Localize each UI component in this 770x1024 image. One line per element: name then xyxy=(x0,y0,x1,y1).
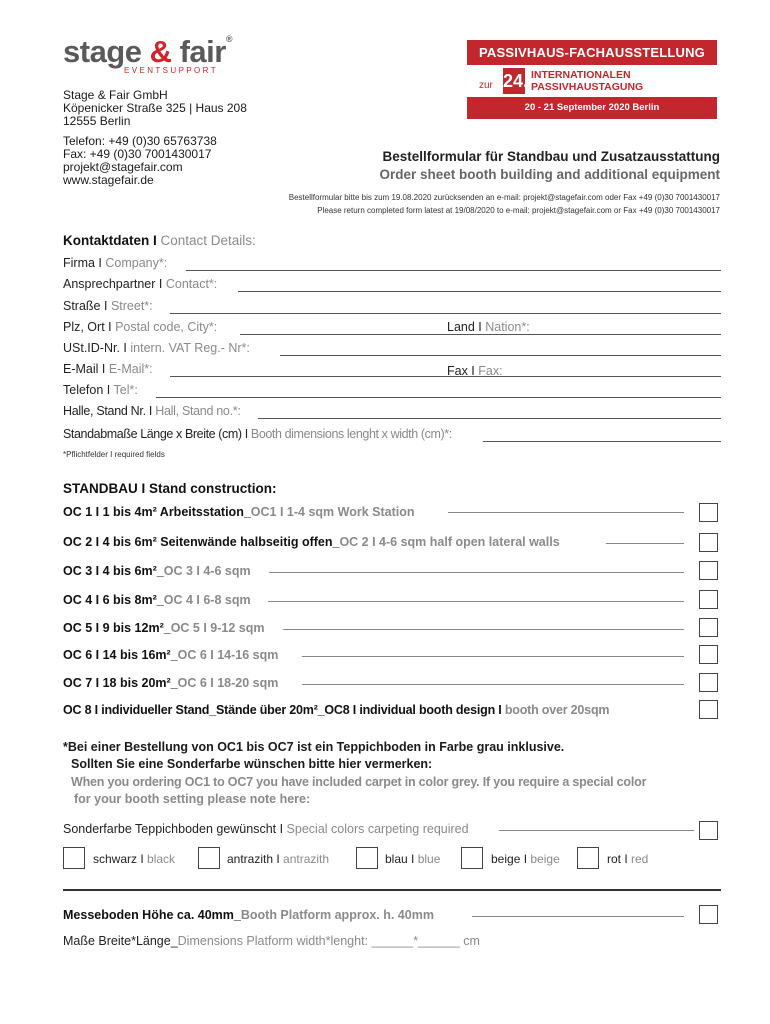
color-de: blau I xyxy=(385,852,418,866)
special-color-label xyxy=(63,822,469,836)
label-de: USt.ID-Nr. I xyxy=(63,341,131,355)
label-de: Standabmaße Länge x Breite (cm) I xyxy=(63,427,251,441)
oc6-leader xyxy=(302,656,684,657)
form-title-de: Bestellformular für Standbau und Zusatzausstattung xyxy=(382,149,720,164)
color-en: antrazith xyxy=(283,852,330,866)
oc-de: OC 3 I 4 bis 6m²_ xyxy=(63,564,164,578)
special-color-checkbox[interactable] xyxy=(699,821,718,840)
oc7-leader xyxy=(302,684,684,685)
oc5-label xyxy=(63,621,264,635)
platform-de: Messeboden Höhe ca. 40mm_ xyxy=(63,908,241,922)
color-beige-checkbox[interactable] xyxy=(461,847,483,869)
color-de: beige I xyxy=(491,852,531,866)
oc-de: OC 5 I 9 bis 12m²_ xyxy=(63,621,171,635)
oc2-leader xyxy=(606,543,684,544)
platform-leader xyxy=(472,916,684,917)
oc4-checkbox[interactable] xyxy=(699,590,718,609)
color-beige-label xyxy=(491,852,560,866)
oc3-checkbox[interactable] xyxy=(699,561,718,580)
company-email[interactable]: projekt@stagefair.com xyxy=(63,160,183,174)
oc-de: OC 8 I individueller Stand_Stände über 20m²_OC8 I individual booth design I xyxy=(63,703,505,717)
label-de: Fax I xyxy=(447,364,479,378)
label-de: Telefon I xyxy=(63,383,114,397)
platform-dimensions[interactable] xyxy=(63,934,480,948)
plz-input-line[interactable] xyxy=(240,334,721,335)
company-phone: Telefon: +49 (0)30 65763738 xyxy=(63,134,217,148)
oc-en: OC 6 I 14-16 sqm xyxy=(177,648,279,662)
oc-de: OC 7 I 18 bis 20m²_ xyxy=(63,676,178,690)
label-de: Halle, Stand Nr. I xyxy=(63,404,156,418)
oc-en: OC1 I 1-4 sqm Work Station xyxy=(250,505,415,519)
label-de: Sonderfarbe Teppichboden gewünscht I xyxy=(63,822,287,836)
label-en: intern. VAT Reg.- Nr*: xyxy=(130,341,250,355)
color-en: blue xyxy=(417,852,441,866)
label-en: Company*: xyxy=(105,256,168,270)
color-blue-checkbox[interactable] xyxy=(356,847,378,869)
oc5-checkbox[interactable] xyxy=(699,618,718,637)
oc-de: OC 4 I 6 bis 8m²_ xyxy=(63,593,164,607)
color-de: schwarz I xyxy=(93,852,148,866)
logo-text-rest: fair xyxy=(171,34,226,69)
halle-label xyxy=(63,404,241,418)
carpet-note-de2: Sollten Sie eine Sonderfarbe wünschen bitte hier vermerken: xyxy=(71,757,433,771)
email-input-line[interactable] xyxy=(170,376,721,377)
oc-en: OC 3 I 4-6 sqm xyxy=(163,564,251,578)
color-black-label xyxy=(93,852,175,866)
label-en: Tel*: xyxy=(113,383,138,397)
label-en: Postal code, City*: xyxy=(115,320,218,334)
event-line1: INTERNATIONALEN xyxy=(531,69,631,81)
standbau-title: STANDBAU I Stand construction: xyxy=(63,481,277,496)
firma-input-line[interactable] xyxy=(186,270,721,271)
label-de: Straße I xyxy=(63,299,111,313)
label-en: Booth dimensions lenght x width (cm)*: xyxy=(250,427,452,441)
company-street: Köpenicker Straße 325 | Haus 208 xyxy=(63,101,247,115)
oc3-label xyxy=(63,564,251,578)
color-red-checkbox[interactable] xyxy=(577,847,599,869)
email-label xyxy=(63,362,153,376)
label-de: Land I xyxy=(447,320,486,334)
telefon-label xyxy=(63,383,138,397)
oc-en: OC 2 I 4-6 sqm half open lateral walls xyxy=(339,535,560,549)
oc1-checkbox[interactable] xyxy=(699,503,718,522)
color-en: red xyxy=(631,852,649,866)
color-blue-label xyxy=(385,852,440,866)
firma-label xyxy=(63,256,167,270)
plz-label xyxy=(63,320,217,334)
oc-en: OC 5 I 9-12 sqm xyxy=(170,621,265,635)
color-antrazith-checkbox[interactable] xyxy=(198,847,220,869)
oc7-label xyxy=(63,676,278,690)
oc2-label xyxy=(63,535,560,549)
company-city: 12555 Berlin xyxy=(63,114,131,128)
color-red-label xyxy=(607,852,648,866)
oc6-checkbox[interactable] xyxy=(699,645,718,664)
tel-input-line[interactable] xyxy=(156,397,721,398)
fax-label xyxy=(447,364,503,378)
oc-en: booth over 20sqm xyxy=(504,703,610,717)
color-de: antrazith I xyxy=(227,852,284,866)
oc8-label xyxy=(63,703,609,717)
oc8-checkbox[interactable] xyxy=(699,700,718,719)
color-de: rot I xyxy=(607,852,632,866)
carpet-note-en1: When you ordering OC1 to OC7 you have included carpet in color grey. If you require a special color xyxy=(71,775,647,789)
label-en: Contact*: xyxy=(165,277,218,291)
event-dates: 20 - 21 September 2020 Berlin xyxy=(467,97,717,119)
hall-input-line[interactable] xyxy=(258,418,721,419)
masse-label xyxy=(63,427,452,441)
strasse-label xyxy=(63,299,153,313)
event-title: PASSIVHAUS-FACHAUSSTELLUNG xyxy=(467,40,717,65)
carpet-note-en2: for your booth setting please note here: xyxy=(74,792,311,806)
platform-label xyxy=(63,908,434,922)
label-en: E-Mail*: xyxy=(108,362,153,376)
event-banner xyxy=(467,40,717,119)
company-name: Stage & Fair GmbH xyxy=(63,88,168,102)
label-en: Nation*: xyxy=(485,320,530,334)
oc6-label xyxy=(63,648,278,662)
deadline-de: Bestellformular bitte bis zum 19.08.2020 zurücksenden an e-mail: projekt@stagefair.com oder Fax +49 (0)30 7001430017 xyxy=(288,193,720,202)
label-en: Hall, Stand no.*: xyxy=(155,404,241,418)
street-input-line[interactable] xyxy=(170,313,721,314)
special-color-leader xyxy=(499,830,694,831)
label-de: E-Mail I xyxy=(63,362,109,376)
event-zur: zur xyxy=(479,80,493,91)
dimensions-input-line[interactable] xyxy=(483,441,721,442)
label-en: Street*: xyxy=(110,299,153,313)
contact-title-en: Contact Details: xyxy=(160,233,256,248)
label-de: Ansprechpartner I xyxy=(63,277,166,291)
color-en: beige xyxy=(530,852,560,866)
company-fax: Fax: +49 (0)30 7001430017 xyxy=(63,147,212,161)
contact-input-line[interactable] xyxy=(238,291,721,292)
color-black-checkbox[interactable] xyxy=(63,847,85,869)
oc1-leader xyxy=(448,512,684,513)
oc2-checkbox[interactable] xyxy=(699,533,718,552)
land-label xyxy=(447,320,530,334)
oc-en: OC 6 I 18-20 sqm xyxy=(177,676,279,690)
color-antrazith-label xyxy=(227,852,329,866)
event-line2: PASSIVHAUSTAGUNG xyxy=(531,81,644,93)
label-de: Firma I xyxy=(63,256,106,270)
oc3-leader xyxy=(269,572,684,573)
section-divider xyxy=(63,889,721,891)
dims-en: Dimensions Platform width*lenght: ______*______ cm xyxy=(177,934,480,948)
dims-de: Maße Breite*Länge_ xyxy=(63,934,178,948)
carpet-note-de1: *Bei einer Bestellung von OC1 bis OC7 ist ein Teppichboden in Farbe grau inklusive. xyxy=(63,740,565,754)
contact-section-title xyxy=(63,233,256,248)
label-en: Fax: xyxy=(478,364,503,378)
oc4-leader xyxy=(268,601,684,602)
logo-text: stage xyxy=(63,34,150,69)
oc5-leader xyxy=(283,629,684,630)
logo-registered: ® xyxy=(225,34,232,44)
oc4-label xyxy=(63,593,251,607)
ust-label xyxy=(63,341,250,355)
color-en: black xyxy=(147,852,176,866)
ansprechpartner-label xyxy=(63,277,217,291)
platform-en: Booth Platform approx. h. 40mm xyxy=(240,908,434,922)
label-en: Special colors carpeting required xyxy=(286,822,469,836)
logo-ampersand: & xyxy=(149,34,172,69)
event-number: 24. xyxy=(503,68,525,94)
company-logo xyxy=(63,34,232,70)
company-website[interactable]: www.stagefair.de xyxy=(63,173,154,187)
vat-input-line[interactable] xyxy=(280,355,721,356)
platform-checkbox[interactable] xyxy=(699,905,718,924)
oc-de: OC 2 I 4 bis 6m² Seitenwände halbseitig offen_ xyxy=(63,535,340,549)
oc-en: OC 4 I 6-8 sqm xyxy=(163,593,251,607)
required-note: *Pflichtfelder I required fields xyxy=(63,450,165,459)
contact-title-de: Kontaktdaten I xyxy=(63,233,161,248)
oc1-label xyxy=(63,505,414,519)
oc-de: OC 6 I 14 bis 16m²_ xyxy=(63,648,178,662)
oc7-checkbox[interactable] xyxy=(699,673,718,692)
logo-subtitle: EVENTSUPPORT xyxy=(124,66,218,75)
event-subtitle xyxy=(467,65,717,97)
deadline-en: Please return completed form latest at 19/08/2020 to e-mail: projekt@stagefair.com or Fax +49 (0)30 7001430017 xyxy=(317,206,720,215)
form-title-en: Order sheet booth building and additional equipment xyxy=(379,167,720,182)
oc-de: OC 1 I 1 bis 4m² Arbeitsstation_ xyxy=(63,505,251,519)
label-de: Plz, Ort I xyxy=(63,320,116,334)
